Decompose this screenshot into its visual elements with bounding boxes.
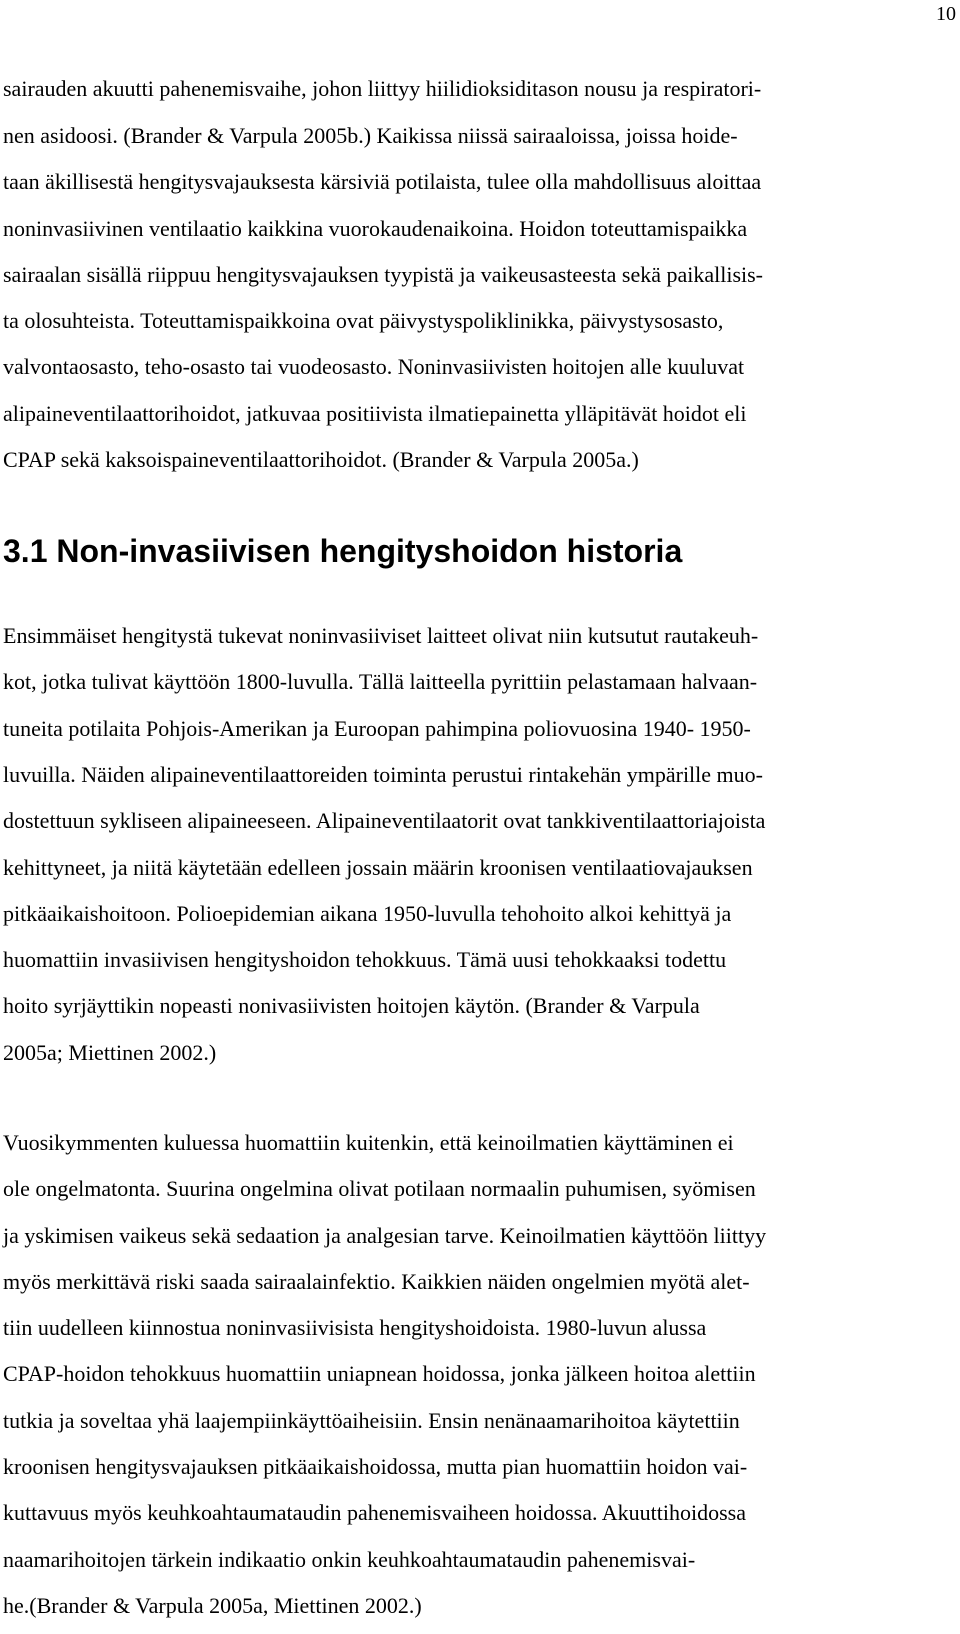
text-line: CPAP-hoidon tehokkuus huomattiin uniapnean hoidossa, jonka jälkeen hoitoa alettiin bbox=[3, 1361, 756, 1386]
text-line: 2005a; Miettinen 2002.) bbox=[3, 1040, 217, 1065]
text-line: kot, jotka tulivat käyttöön 1800-luvulla. Tällä laitteella pyrittiin pelastamaan halvaan- bbox=[3, 669, 758, 694]
text-line: sairauden akuutti pahenemisvaihe, johon liittyy hiilidioksiditason nousu ja respiratori- bbox=[3, 76, 762, 101]
text-line: he.(Brander & Varpula 2005a, Miettinen 2002.) bbox=[3, 1593, 422, 1618]
text-line: Vuosikymmenten kuluessa huomattiin kuitenkin, että keinoilmatien käyttäminen ei bbox=[3, 1130, 734, 1155]
text-line: kroonisen hengitysvajauksen pitkäaikaishoidossa, mutta pian huomattiin hoidon vai- bbox=[3, 1454, 748, 1479]
page-number: 10 bbox=[936, 3, 956, 25]
text-line: hoito syrjäyttikin nopeasti nonivasiivisten hoitojen käytön. (Brander & Varpula bbox=[3, 993, 700, 1018]
text-line: luvuilla. Näiden alipaineventilaattoreiden toiminta perustui rintakehän ympärille muo- bbox=[3, 762, 763, 787]
text-line: ja yskimisen vaikeus sekä sedaation ja analgesian tarve. Keinoilmatien käyttöön liittyy bbox=[3, 1223, 767, 1248]
text-line: tuneita potilaita Pohjois-Amerikan ja Euroopan pahimpina poliovuosina 1940- 1950- bbox=[3, 716, 751, 741]
text-line: dostettuun sykliseen alipaineeseen. Alipaineventilaatorit ovat tankkiventilaattoriajoista bbox=[3, 808, 766, 833]
text-line: tutkia ja soveltaa yhä laajempiinkäyttöaiheisiin. Ensin nenänaamarihoitoa käytettiin bbox=[3, 1408, 740, 1433]
text-line: ta olosuhteista. Toteuttamispaikkoina ovat päivystyspoliklinikka, päivystysosasto, bbox=[3, 308, 724, 333]
text-line: kuttavuus myös keuhkoahtaumataudin pahenemisvaiheen hoidossa. Akuuttihoidossa bbox=[3, 1500, 746, 1525]
text-line: ole ongelmatonta. Suurina ongelmina olivat potilaan normaalin puhumisen, syömisen bbox=[3, 1176, 756, 1201]
text-line: nen asidoosi. (Brander & Varpula 2005b.) Kaikissa niissä sairaaloissa, joissa hoide- bbox=[3, 123, 738, 148]
text-line: huomattiin invasiivisen hengityshoidon tehokkuus. Tämä uusi tehokkaaksi todettu bbox=[3, 947, 727, 972]
text-line: sairaalan sisällä riippuu hengitysvajauksen tyypistä ja vaikeusasteesta sekä paikallisis- bbox=[3, 262, 764, 287]
text-line: kehittyneet, ja niitä käytetään edelleen jossain määrin kroonisen ventilaatiovajauksen bbox=[3, 855, 753, 880]
text-line: valvontaosasto, teho-osasto tai vuodeosasto. Noninvasiivisten hoitojen alle kuuluvat bbox=[3, 354, 745, 379]
text-line: CPAP sekä kaksoispaineventilaattorihoidot. (Brander & Varpula 2005a.) bbox=[3, 447, 639, 472]
text-line: Ensimmäiset hengitystä tukevat noninvasiiviset laitteet olivat niin kutsutut rautakeuh- bbox=[3, 623, 759, 648]
text-line: noninvasiivinen ventilaatio kaikkina vuorokaudenaikoina. Hoidon toteuttamispaikka bbox=[3, 216, 748, 241]
section-heading: 3.1 Non-invasiivisen hengityshoidon historia bbox=[3, 533, 683, 569]
text-line: myös merkittävä riski saada sairaalainfektio. Kaikkien näiden ongelmien myötä alet- bbox=[3, 1269, 750, 1294]
text-line: alipaineventilaattorihoidot, jatkuvaa positiivista ilmatiepainetta ylläpitävät hoidot eli bbox=[3, 401, 747, 426]
text-line: taan äkillisestä hengitysvajauksesta kärsiviä potilaista, tulee olla mahdollisuus aloittaa bbox=[3, 169, 762, 194]
text-line: naamarihoitojen tärkein indikaatio onkin keuhkoahtaumataudin pahenemisvai- bbox=[3, 1547, 696, 1572]
text-line: pitkäaikaishoitoon. Polioepidemian aikana 1950-luvulla tehohoito alkoi kehittyä ja bbox=[3, 901, 732, 926]
text-line: tiin uudelleen kiinnostua noninvasiivisista hengityshoidoista. 1980-luvun alussa bbox=[3, 1315, 707, 1340]
